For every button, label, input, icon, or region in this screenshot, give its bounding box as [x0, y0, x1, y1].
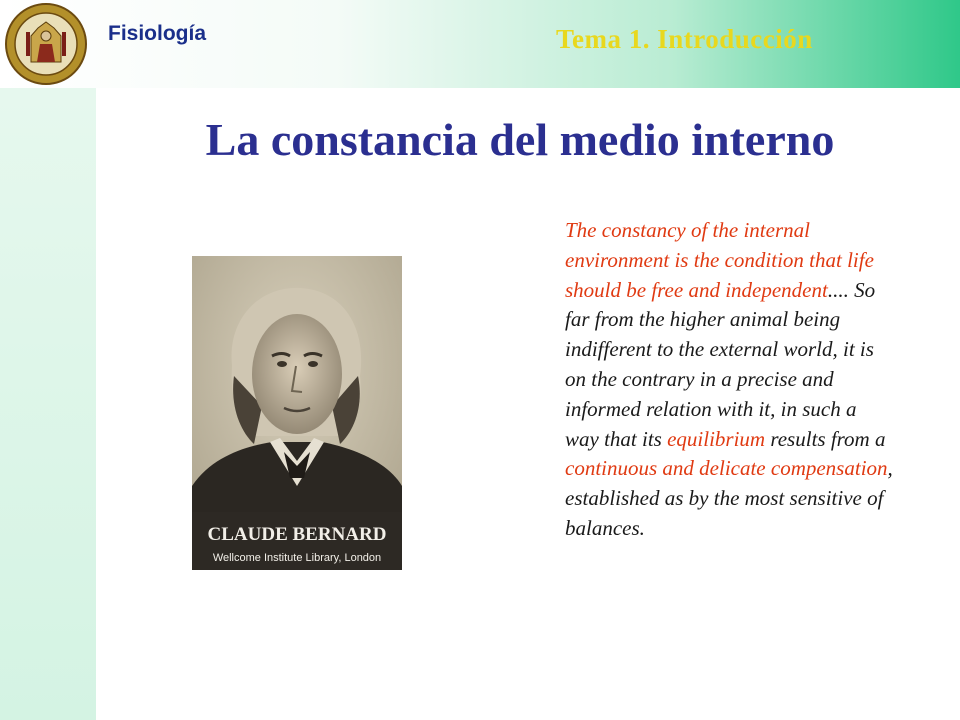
quote-highlight-constancy: The constancy of the internal environment is the condition that life should be free and independent: [565, 218, 874, 302]
quote-text: , established as by the most sensitive of balances.: [565, 456, 893, 540]
bernard-quote: [565, 216, 895, 544]
quote-text: results from a: [765, 426, 886, 451]
portrait-caption-name: CLAUDE BERNARD: [207, 524, 387, 545]
topic-heading: Tema 1. Introducción: [556, 24, 813, 54]
quote-highlight-equilibrium: equilibrium: [667, 426, 766, 451]
quote-highlight-compensation: continuous and delicate compensation: [565, 456, 888, 481]
slide-title: La constancia del medio interno: [205, 114, 835, 165]
university-seal-icon: [4, 2, 88, 86]
claude-bernard-portrait: [192, 256, 402, 570]
left-band: [0, 88, 96, 720]
portrait-caption-credit: Wellcome Institute Library, London: [212, 552, 382, 564]
course-name: Fisiología: [108, 22, 207, 45]
quote-text: .... So far from the higher animal being indifferent to the external world, it is on the contrary in a precise and informed relation with it, in such a way that its: [565, 277, 876, 451]
